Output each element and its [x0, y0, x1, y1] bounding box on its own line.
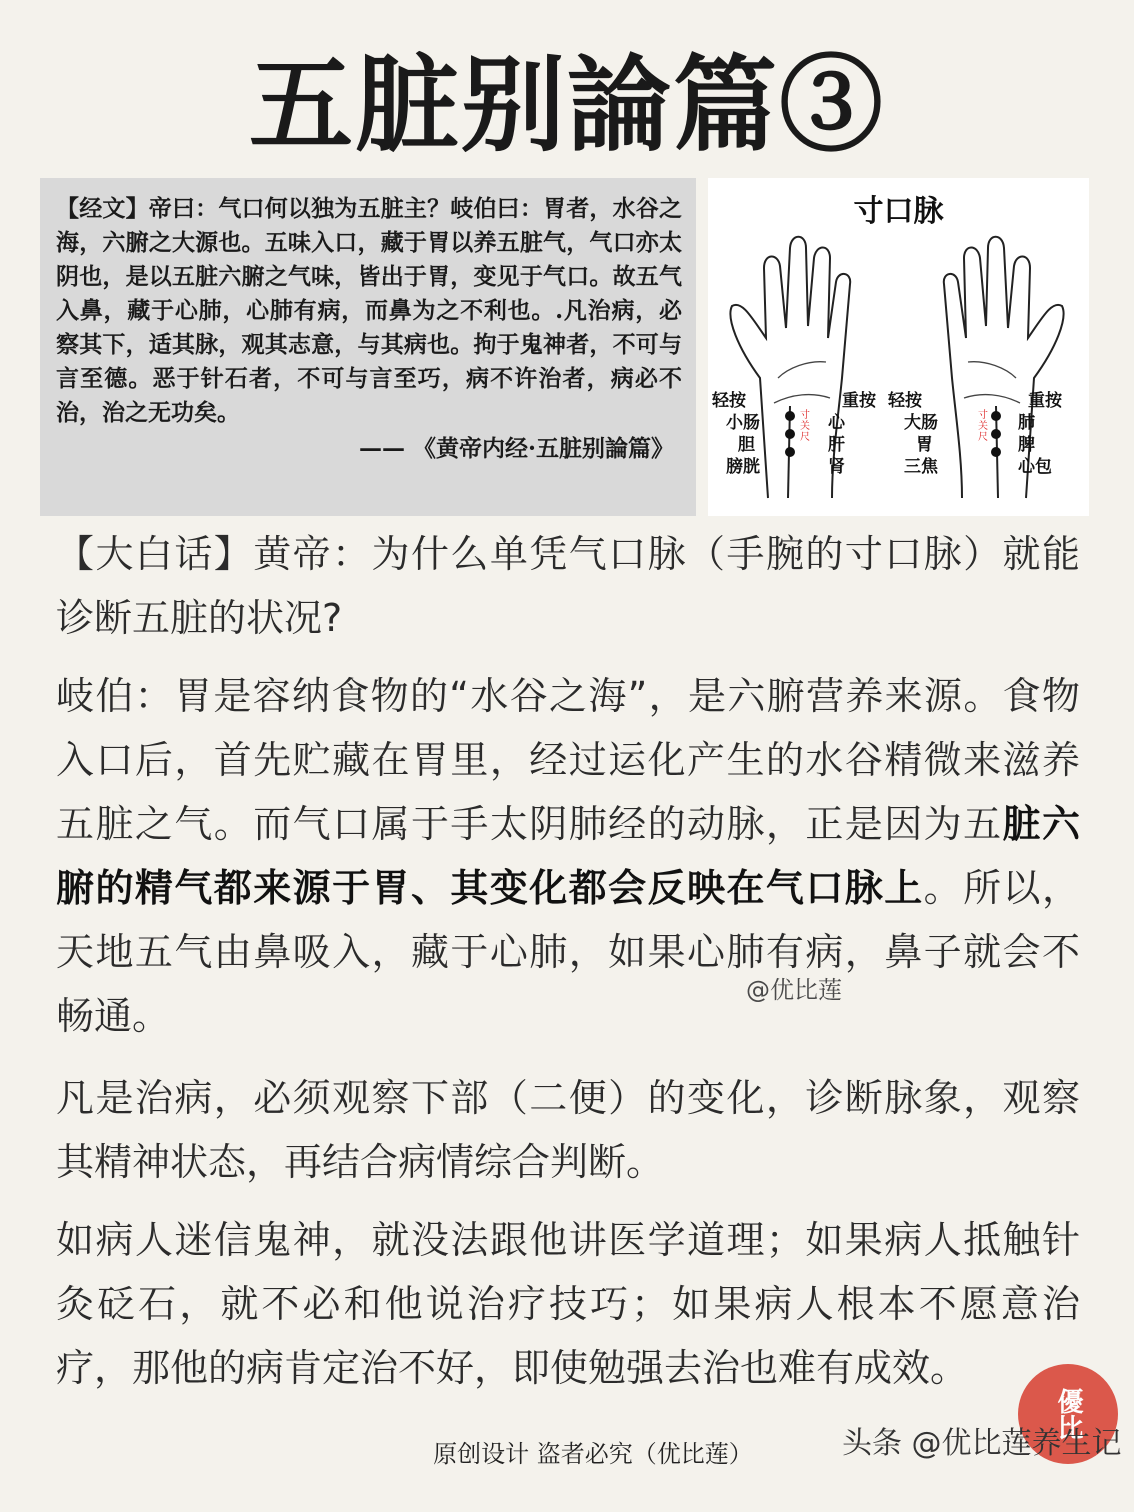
- left-light-label: 轻按: [712, 391, 746, 411]
- paragraph-diagnosis: 凡是治病，必须观察下部（二便）的变化，诊断脉象，观察其精神状态，再结合病情综合判断。: [56, 1076, 1080, 1184]
- right-light-label: 轻按: [888, 391, 922, 411]
- watermark: @优比莲: [746, 976, 842, 1004]
- left-organs-light: 小肠 胆 膀胱: [726, 413, 760, 477]
- copyright-footer: 原创设计 盗者必究（优比莲）: [433, 1440, 753, 1468]
- answer-text-a: 岐伯：胃是容纳食物的“水谷之海”，是六腑营养来源。食物入口后，首先贮藏在胃里，经过运化产生的水谷精微来滋养五脏之气。而气口属于手太阴肺经的动脉，正是因为五: [56, 674, 1080, 846]
- classic-text: 【经文】帝曰：气口何以独为五脏主？岐伯曰：胃者，水谷之海，六腑之大源也。五味入口，藏于胃以养五脏气，气口亦太阴也，是以五脏六腑之气味，皆出于胃，变见于气口。故五气入鼻，藏于心肺，心肺有病，而鼻为之不利也。.凡治病，必察其下，适其脉，观其志意，与其病也。拘于鬼神者，不可与言至德。恶于针石者，不可与言至巧，病不许治者，病必不治，治之无功矣。: [56, 195, 682, 426]
- answer-text-bold: 脏六腑的精气都来源于胃、其变化都会反映在气口脉上: [56, 802, 1080, 910]
- right-pulse-positions: 寸关尺: [978, 410, 988, 443]
- classic-source: —— 《黄帝内经·五脏别論篇》: [358, 435, 674, 462]
- diagram-title: 寸口脉: [853, 194, 944, 229]
- red-seal-logo: 優比: [1018, 1364, 1118, 1464]
- left-pulse-positions: 寸关尺: [800, 410, 810, 443]
- answer-text-b: 。所以，天地五气由鼻吸入，藏于心肺，如果心肺有病，鼻子就会不畅通。: [56, 866, 1080, 1038]
- right-heavy-label: 重按: [1028, 391, 1062, 411]
- left-heavy-label: 重按: [842, 391, 876, 411]
- author-credit: 头条 @优比莲养生记: [842, 1426, 1122, 1461]
- paragraph-plain-question: 【大白话】黄帝：为什么单凭气口脉（手腕的寸口脉）就能诊断五脏的状况?: [56, 532, 1080, 640]
- right-organs-light: 大肠 胃 三焦: [904, 413, 938, 477]
- pulse-diagram: [708, 178, 1089, 516]
- classic-text-box: [40, 178, 696, 516]
- paragraph-patient-attitude: 如病人迷信鬼神，就没法跟他讲医学道理；如果病人抵触针灸砭石，就不必和他说治疗技巧；如果病人根本不愿意治疗，那他的病肯定治不好，即使勉强去治也难有成效。: [56, 1218, 1080, 1390]
- paragraph-qibo-answer: [56, 664, 1080, 1048]
- left-organs-heavy: 心 肝 肾: [828, 413, 845, 477]
- right-organs-heavy: 肺 脾 心包: [1018, 413, 1052, 477]
- page-title: 五脏别論篇③: [248, 43, 885, 166]
